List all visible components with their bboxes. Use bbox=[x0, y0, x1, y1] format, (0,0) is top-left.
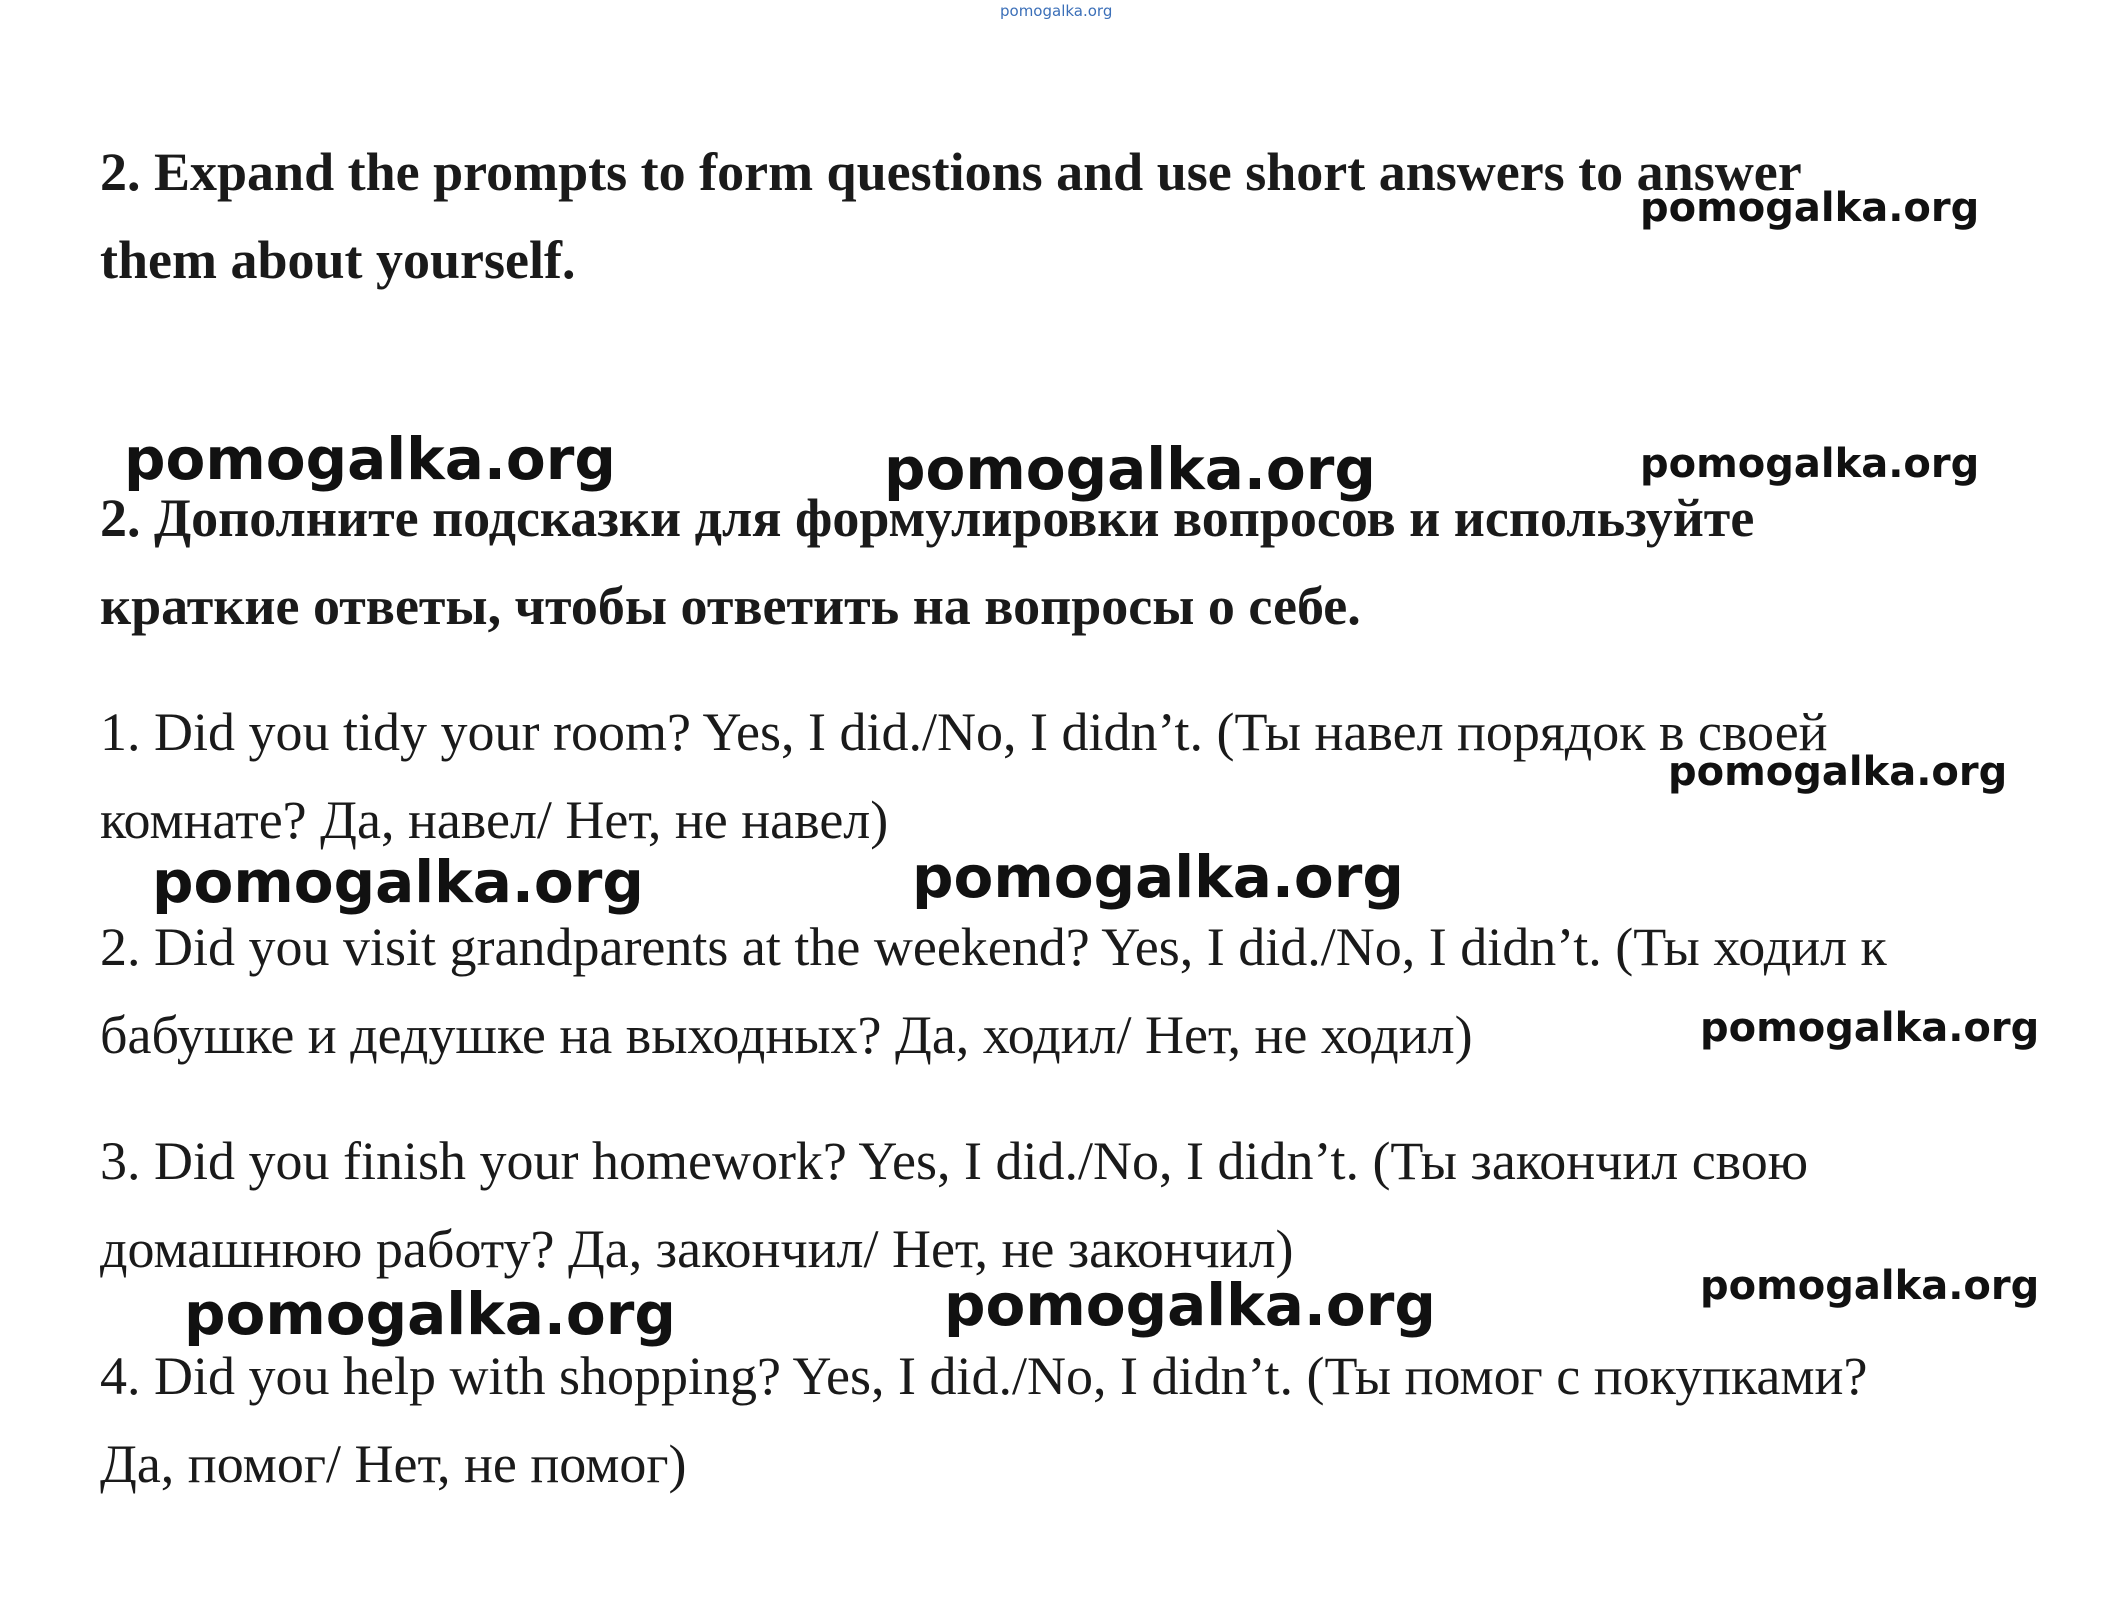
answer-2-line-2: бабушке и дедушке на выходных? Да, ходил/ Нет, не ходил) bbox=[100, 1005, 1473, 1065]
answer-4-line-1: 4. Did you help with shopping? Yes, I did./No, I didn’t. (Ты помог с покупками? bbox=[100, 1346, 1868, 1406]
heading-ru-line-1: 2. Дополните подсказки для формулировки вопросов и используйте bbox=[100, 488, 1755, 548]
watermark: pomogalka.org bbox=[152, 848, 644, 916]
answer-item-4 bbox=[100, 1332, 1867, 1508]
watermark: pomogalka.org bbox=[912, 843, 1404, 911]
answer-3-line-1: 3. Did you finish your homework? Yes, I did./No, I didn’t. (Ты закончил свою bbox=[100, 1131, 1809, 1191]
watermark: pomogalka.org bbox=[124, 425, 616, 493]
answer-1-line-2: комнате? Да, навел/ Нет, не навел) bbox=[100, 790, 889, 850]
watermark: pomogalka.org bbox=[1668, 749, 2008, 795]
answer-item-2 bbox=[100, 903, 1887, 1079]
watermark: pomogalka.org bbox=[1640, 441, 1980, 487]
answer-item-1 bbox=[100, 688, 1828, 864]
answer-4-line-2: Да, помог/ Нет, не помог) bbox=[100, 1434, 687, 1494]
watermark: pomogalka.org bbox=[944, 1271, 1436, 1339]
watermark: pomogalka.org bbox=[184, 1280, 676, 1348]
watermark: pomogalka.org bbox=[1700, 1005, 2040, 1051]
answer-2-line-1: 2. Did you visit grandparents at the weekend? Yes, I did./No, I didn’t. (Ты ходил к bbox=[100, 917, 1887, 977]
answer-3-line-2: домашнюю работу? Да, закончил/ Нет, не закончил) bbox=[100, 1219, 1294, 1279]
watermark-top: pomogalka.org bbox=[1000, 2, 1113, 20]
watermark: pomogalka.org bbox=[1640, 185, 1980, 231]
watermark: pomogalka.org bbox=[884, 435, 1376, 503]
heading-ru-line-2: краткие ответы, чтобы ответить на вопросы о себе. bbox=[100, 576, 1361, 636]
watermark: pomogalka.org bbox=[1700, 1263, 2040, 1309]
answer-1-line-1: 1. Did you tidy your room? Yes, I did./No, I didn’t. (Ты навел порядок в своей bbox=[100, 702, 1828, 762]
heading-en-line-1: 2. Expand the prompts to form questions and use short answers to answer bbox=[100, 142, 1802, 202]
heading-en-line-2: them about yourself. bbox=[100, 230, 576, 290]
answer-item-3 bbox=[100, 1117, 1808, 1293]
exercise-heading-english bbox=[100, 128, 1802, 304]
